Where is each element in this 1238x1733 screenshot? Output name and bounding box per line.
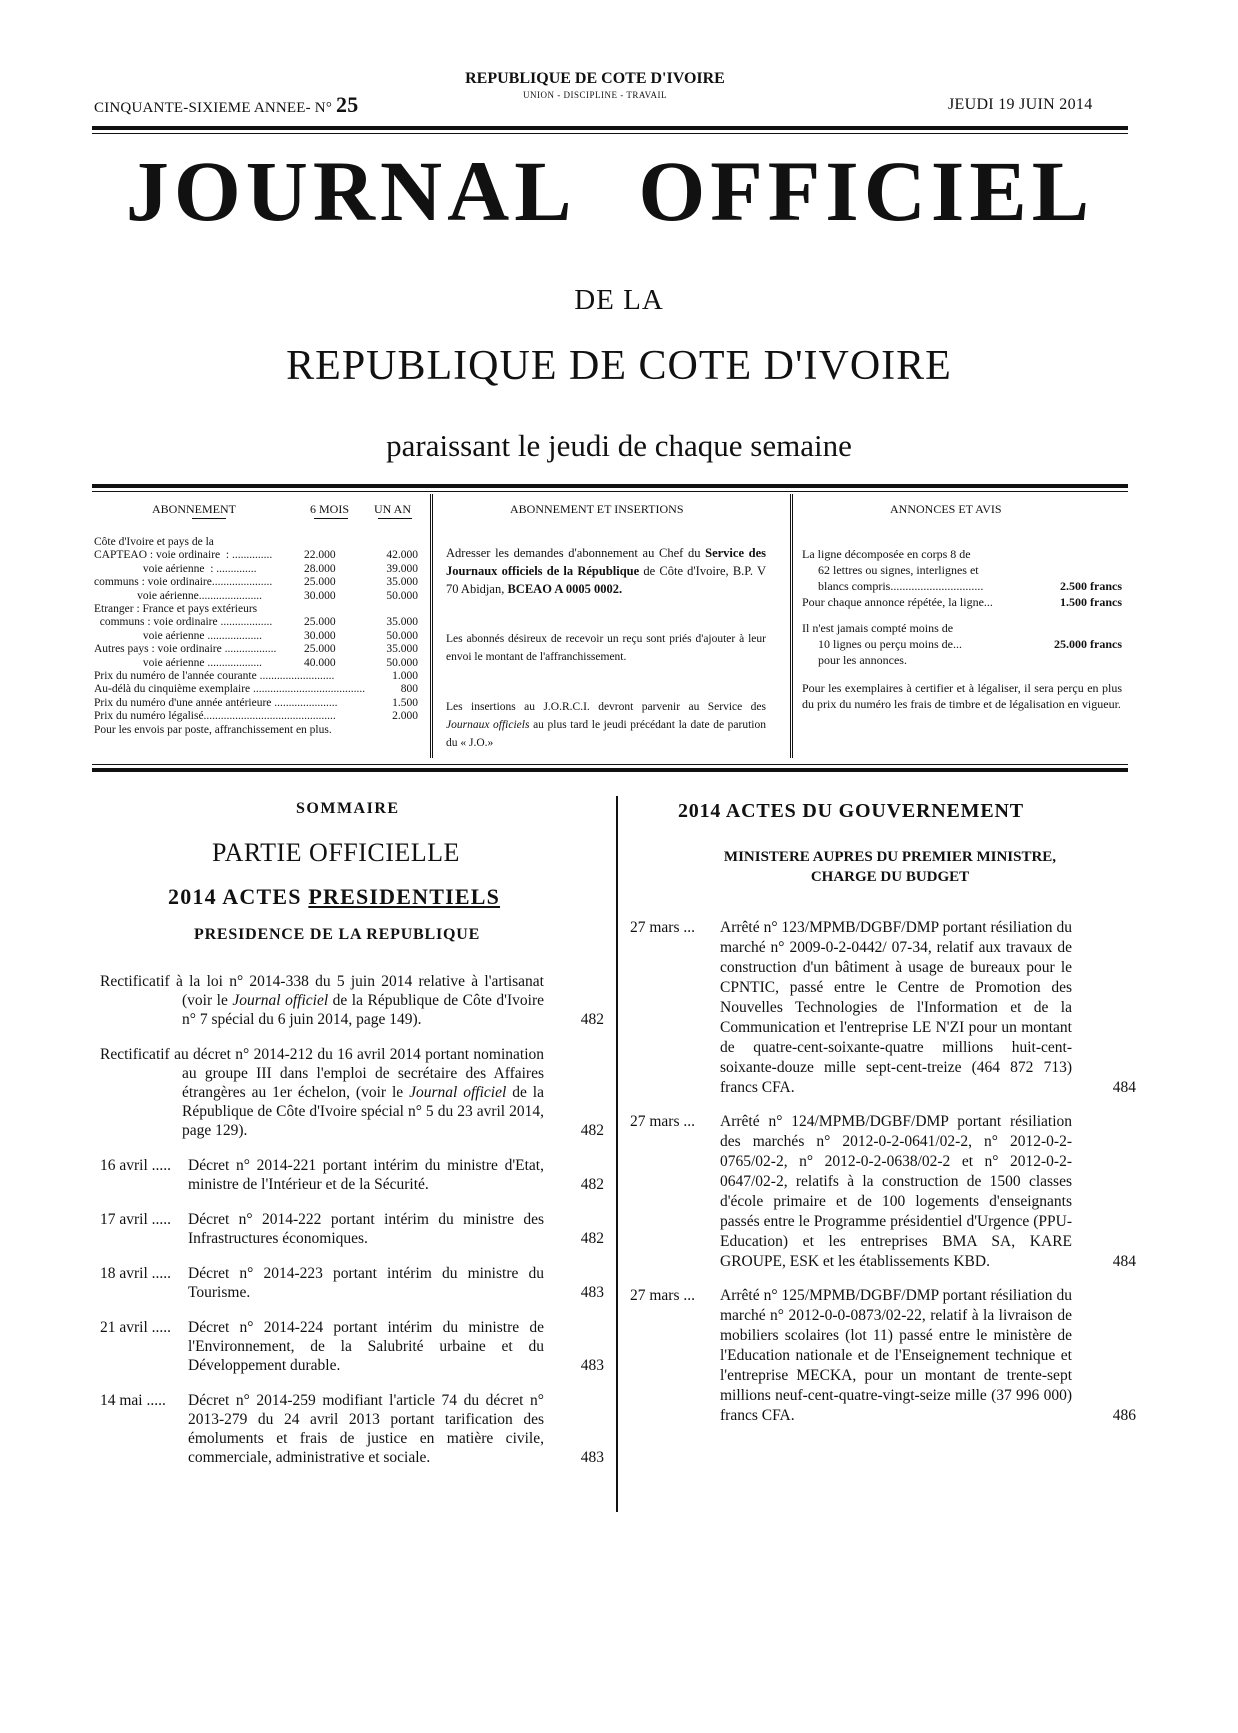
sommaire-entry: [630, 1286, 1136, 1426]
ann-price: 25.000 francs: [1054, 637, 1122, 651]
price-value: 2.000: [392, 710, 418, 723]
instructions-p2: Les abonnés désireux de recevoir un reçu sont priés d'ajouter à leur envoi le montant de l'affranchissement.: [446, 633, 766, 663]
rate-6mois: 25.000: [304, 643, 336, 656]
heading-underline: [378, 518, 412, 519]
rate-unan: 35.000: [386, 643, 418, 656]
page-number: 483: [580, 1284, 604, 1301]
entry-date: 17 avril .....: [100, 1211, 172, 1228]
entry-body: de la République de Côte d'Ivoire spécial n° 5 du 23 avril 2014, page 129).: [182, 1084, 544, 1139]
rate-unan: [374, 603, 418, 616]
ann-price: 2.500 francs: [1060, 579, 1122, 593]
sommaire-entry: [100, 1210, 608, 1248]
rate-row: [94, 630, 418, 643]
entry-date: 21 avril .....: [100, 1319, 172, 1336]
rate-unan: 50.000: [386, 589, 418, 602]
page-number: 482: [580, 1011, 604, 1028]
ann-line: 10 lignes ou perçu moins de...: [818, 637, 962, 651]
entry-body: à la loi n° 2014-338 du 5 juin 2014 relative à l'artisanat (voir le: [175, 973, 544, 1009]
ministere-line: MINISTERE AUPRES DU PREMIER MINISTRE,: [723, 849, 1057, 865]
rate-unan: 35.000: [386, 616, 418, 629]
page-number: 484: [1112, 1079, 1136, 1096]
p3-text: Les insertions au J.O.R.C.I. devront parvenir au Service des: [446, 701, 766, 713]
sommaire-entry: [100, 1318, 608, 1375]
actes-year: 2014 ACTES: [168, 884, 302, 909]
actes-gouvernement: 2014 ACTES DU GOUVERNEMENT: [678, 800, 1024, 822]
box-divider: [790, 494, 793, 758]
entry-text: Arrêté n° 124/MPMB/DGBF/DMP portant résiliation des marchés n° 2012-0-2-0641/02-2, n° 2012-0-2-0765/02-2, n° 2012-0-2-0638/02-2 et n° 2012-0-2-0647/02-2, relatifs à la construction de 1500 classes d'école primaire et de 100 logements d'enseignants passés entre le Programme présidentiel d'Urgence (PPU-Education) et les entreprises BMA SA, KARE GROUPE, ESK et les établissements KBD.: [720, 1113, 1072, 1270]
rate-6mois: 30.000: [304, 589, 336, 602]
actes-word: PRESIDENTIELS: [308, 884, 501, 909]
entry-date: 18 avril .....: [100, 1265, 172, 1282]
rate-row: [94, 536, 418, 549]
rates-unan: UN AN: [374, 502, 412, 516]
p1-account: BCEAO A 0005 0002.: [507, 582, 623, 596]
rate-label: voie aérienne......................: [94, 589, 262, 602]
page-number: 482: [580, 1230, 604, 1247]
rate-6mois: 22.000: [304, 549, 336, 562]
entry-body: de la République de Côte d'Ivoire n° 7 spécial du 6 juin 2014, page 149).: [182, 992, 544, 1028]
rate-label: CAPTEAO : voie ordinaire : ..............: [94, 549, 273, 562]
rate-row: [94, 657, 418, 670]
rate-label: voie aérienne ...................: [94, 656, 262, 669]
price-label: Au-délà du cinquième exemplaire .......................................: [94, 683, 366, 696]
sommaire-entry: [100, 972, 608, 1029]
sommaire-entry: [100, 1391, 608, 1467]
entry-date: 27 mars ...: [630, 919, 696, 936]
ann-line: 62 lettres ou signes, interlignes et: [818, 563, 979, 577]
announcement-text: [802, 546, 1122, 712]
left-entries: [100, 972, 608, 1483]
price-row: [94, 697, 418, 710]
entry-text: Décret n° 2014-223 portant intérim du ministre du Tourisme.: [188, 1265, 544, 1301]
heading-underline: [314, 518, 348, 519]
rate-unan: 35.000: [386, 576, 418, 589]
entry-date: 16 avril .....: [100, 1157, 172, 1174]
rate-6mois: 25.000: [304, 616, 336, 629]
rate-6mois: 30.000: [304, 629, 336, 642]
header-rule: [92, 126, 1128, 130]
masthead-de-la: DE LA: [574, 284, 664, 316]
rate-label: Etranger : France et pays extérieurs: [94, 603, 258, 616]
ann-line: Pour chaque annonce répétée, la ligne...: [802, 595, 993, 609]
instructions-p1: [446, 544, 766, 598]
subscription-box: [92, 488, 1128, 758]
entry-text: [100, 972, 608, 1029]
instructions-heading: ABONNEMENT ET INSERTIONS: [510, 502, 684, 516]
rate-label: voie aérienne ...................: [94, 629, 262, 642]
partie-officielle: PARTIE OFFICIELLE: [212, 838, 460, 867]
entry-text: Décret n° 2014-221 portant intérim du ministre d'Etat, ministre de l'Intérieur et de la Sécurité.: [188, 1157, 544, 1193]
sommaire-entry: [630, 1112, 1136, 1272]
rate-label: communs : voie ordinaire.....................: [94, 576, 273, 589]
publication-frequency: paraissant le jeudi de chaque semaine: [386, 428, 852, 463]
heading-underline: [192, 518, 226, 519]
rate-unan: [374, 536, 418, 549]
price-label: Prix du numéro légalisé..............................................: [94, 710, 336, 723]
rate-6mois: [304, 536, 374, 549]
rate-label: Côte d'Ivoire et pays de la: [94, 536, 214, 548]
entry-date: 27 mars ...: [630, 1113, 696, 1130]
column-divider: [616, 796, 618, 1512]
p1-text: Adresser les demandes d'abonnement au Chef du: [446, 546, 701, 560]
page-number: 483: [580, 1357, 604, 1374]
instructions-p3: [446, 698, 766, 752]
rate-label: communs : voie ordinaire ..................: [94, 616, 273, 629]
rates-footer: Pour les envois par poste, affranchissement en plus.: [94, 723, 332, 736]
entry-body: au décret n° 2014-212 du 16 avril 2014 portant nomination au groupe III dans l'emploi de secrétaire des Affaires étrangères au 1er échelon, (voir le: [174, 1046, 545, 1101]
actes-presidentiels: [168, 884, 500, 910]
subscription-rates: [92, 488, 428, 758]
entry-text: Arrêté n° 123/MPMB/DGBF/DMP portant résiliation du marché n° 2009-0-2-0442/ 07-34, relatif aux travaux de construction d'un bâtiment à usage de bureaux pour le CPNTIC, passé entre le Centre de Promotion des Nouvelles Technologies de l'Information et de la Communication et l'entreprise LE N'ZI pour un montant de quatre-cent-soixante-quatre millions huit-cent-soixante-douze mille sept-cent-treize (464 872 713) francs CFA.: [720, 919, 1072, 1096]
sommaire-entry: [100, 1045, 608, 1140]
price-row: [94, 710, 418, 723]
price-row: [94, 683, 418, 696]
sommaire-entry: [100, 1264, 608, 1302]
masthead-republique: REPUBLIQUE DE COTE D'IVOIRE: [286, 343, 952, 389]
page-number: 482: [580, 1176, 604, 1193]
announcement-rates: [800, 488, 1128, 758]
page-number: 486: [1112, 1407, 1136, 1424]
rate-row: [94, 549, 418, 562]
price-label: Prix du numéro de l'année courante ..........................: [94, 670, 335, 683]
issue-date: JEUDI 19 JUIN 2014: [948, 96, 1093, 113]
entry-italic: Journal officiel: [232, 992, 329, 1009]
rate-row: [94, 616, 418, 629]
issue-number: 25: [336, 92, 359, 117]
entry-lead: Rectificatif: [100, 973, 176, 990]
rate-row: [94, 576, 418, 589]
ann-line: pour les annonces.: [818, 653, 907, 667]
rate-row: [94, 603, 418, 616]
presidence-heading: PRESIDENCE DE LA REPUBLIQUE: [194, 926, 481, 943]
sommaire-entry: [630, 918, 1136, 1098]
masthead-title: JOURNAL OFFICIEL: [125, 143, 1095, 239]
ann-line: Il n'est jamais compté moins de: [802, 621, 954, 635]
page-number: 484: [1112, 1253, 1136, 1270]
rate-unan: 39.000: [386, 562, 418, 575]
rates-heading: ABONNEMENT: [152, 502, 236, 516]
national-motto: UNION - DISCIPLINE - TRAVAIL: [523, 90, 667, 100]
entry-date: 14 mai .....: [100, 1392, 166, 1409]
rate-unan: 42.000: [386, 549, 418, 562]
sommaire-heading: SOMMAIRE: [296, 800, 400, 817]
right-entries: [630, 918, 1136, 1440]
p1-service: Service des Journaux officiels de la République: [446, 546, 767, 578]
ministere-heading: [640, 847, 1140, 887]
rate-label: voie aérienne : ..............: [94, 562, 257, 575]
p1-address: de Côte d'Ivoire, B.P. V 70 Abidjan,: [446, 564, 766, 596]
rate-6mois: 28.000: [304, 562, 336, 575]
country-header: [430, 70, 760, 100]
entry-text: Arrêté n° 125/MPMB/DGBF/DMP portant résiliation du marché n° 2012-0-0-0873/02-22, relatif à la livraison de mobiliers scolaires (lot 11) passé entre le ministère de l'Education nationale et de l'Enseignement technique et l'entreprise MECKA, pour un montant de trente-sept millions neuf-cent-quatre-vingt-seize mille (37 996 000) francs CFA.: [720, 1287, 1072, 1424]
rate-row: [94, 563, 418, 576]
rate-unan: 50.000: [386, 656, 418, 669]
rates-6mois: 6 MOIS: [310, 502, 350, 516]
p3-italic: Journaux officiels: [446, 719, 530, 731]
rate-6mois: 25.000: [304, 576, 336, 589]
box-bottom-rule-thin: [92, 764, 1128, 765]
ann-line: blancs compris...............................: [818, 579, 984, 593]
price-value: 1.500: [392, 696, 418, 709]
p3-text-end: au plus tard le jeudi précédant la date de parution du « J.O.»: [446, 719, 767, 749]
rate-6mois: [304, 603, 374, 616]
entry-lead: Rectificatif: [100, 1046, 175, 1063]
entry-italic: Journal officiel: [409, 1084, 507, 1101]
entry-text: Décret n° 2014-224 portant intérim du ministre de l'Environnement, de la Salubrité urbaine et du Développement durable.: [188, 1319, 544, 1374]
issue-label: [94, 92, 358, 118]
header-rule-thin: [92, 133, 1128, 134]
rate-6mois: 40.000: [304, 656, 336, 669]
ann-line: La ligne décomposée en corps 8 de: [802, 547, 971, 561]
price-label: Prix du numéro d'une année antérieure ......................: [94, 696, 338, 709]
ministere-line: CHARGE DU BUDGET: [810, 869, 970, 885]
rate-row: [94, 643, 418, 656]
page-number: 483: [580, 1449, 604, 1466]
price-value: 800: [400, 683, 418, 696]
ann-price: 1.500 francs: [1060, 595, 1122, 609]
entry-date: 27 mars ...: [630, 1287, 696, 1304]
entry-text: Décret n° 2014-222 portant intérim du ministre des Infrastructures économiques.: [188, 1211, 544, 1247]
country-name: REPUBLIQUE DE COTE D'IVOIRE: [465, 70, 725, 87]
price-row: [94, 670, 418, 683]
rate-unan: 50.000: [386, 629, 418, 642]
ann-certify: Pour les exemplaires à certifier et à légaliser, il sera perçu en plus du prix du numéro les frais de timbre et de légalisation en vigueur.: [802, 681, 1122, 711]
rate-label: Autres pays : voie ordinaire ..................: [94, 643, 277, 656]
rates-table: [94, 536, 418, 737]
box-bottom-rule: [92, 768, 1128, 772]
announcement-heading: ANNONCES ET AVIS: [890, 502, 1002, 516]
year-label: CINQUANTE-SIXIEME ANNEE- N°: [94, 100, 333, 116]
entry-text: Décret n° 2014-259 modifiant l'article 74 du décret n° 2013-279 du 24 avril 2013 portant tarification des émoluments et frais de justice en matière civile, commerciale, administrative et sociale.: [188, 1392, 544, 1466]
price-value: 1.000: [392, 670, 418, 683]
sommaire-entry: [100, 1156, 608, 1194]
page-number: 482: [580, 1122, 604, 1139]
rate-row: [94, 590, 418, 603]
entry-text: [100, 1045, 608, 1140]
